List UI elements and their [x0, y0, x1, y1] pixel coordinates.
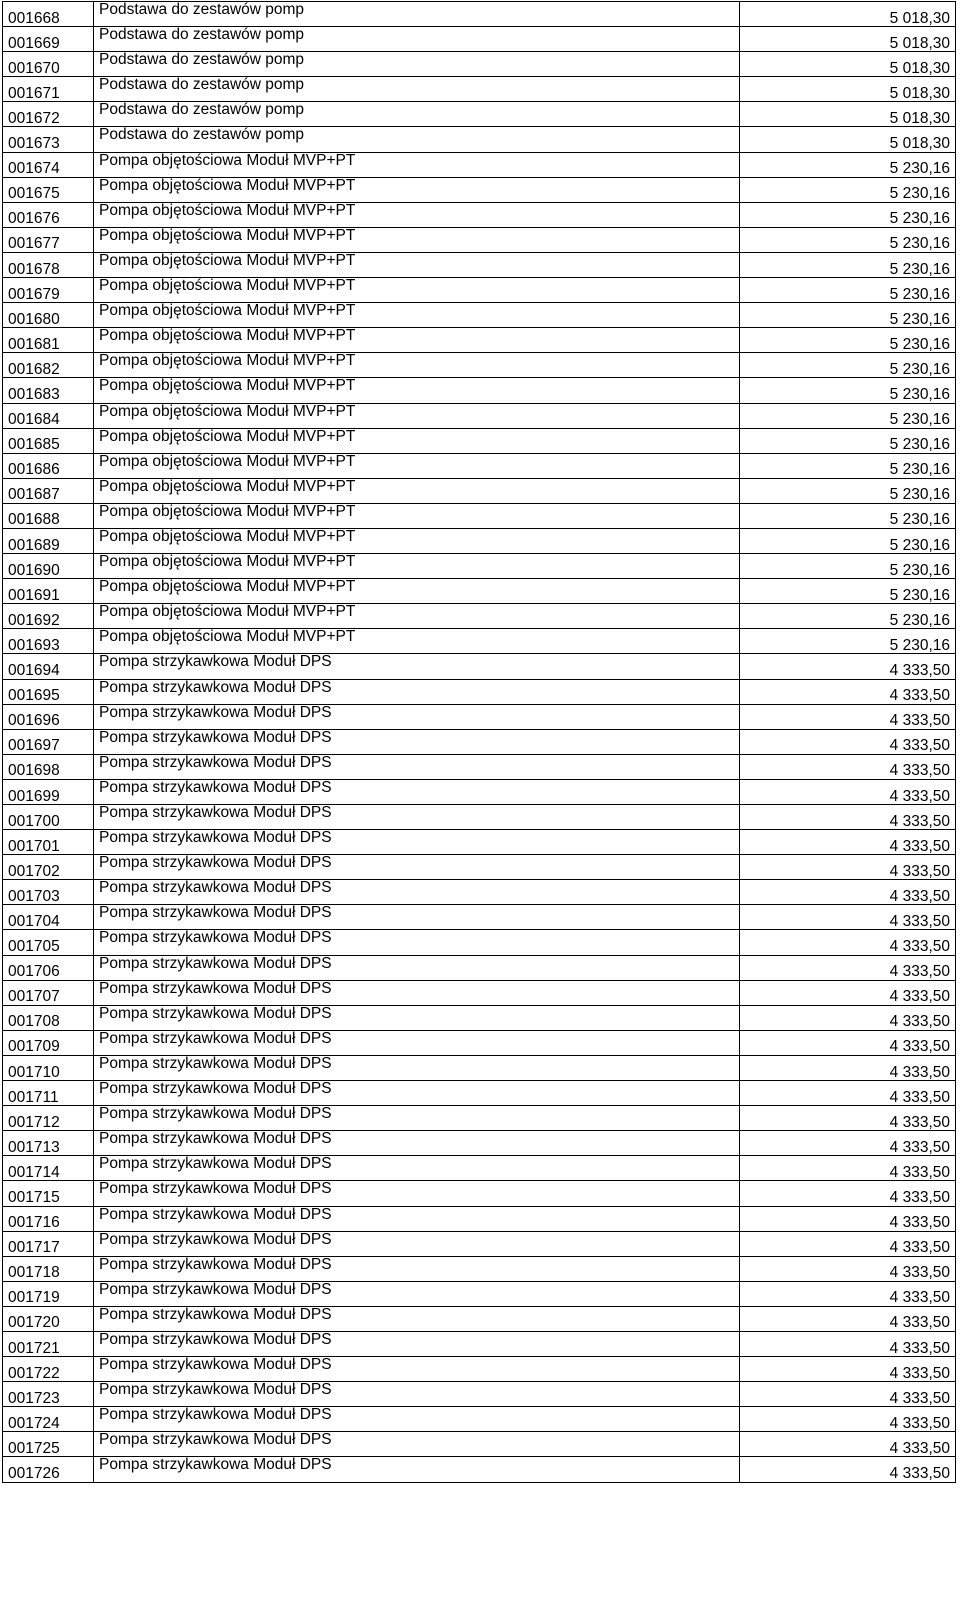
item-price-cell: 5 230,16	[740, 528, 956, 553]
item-price-cell: 4 333,50	[740, 1005, 956, 1030]
item-name-cell: Pompa objętościowa Moduł MVP+PT	[94, 453, 740, 478]
item-code-cell: 001690	[3, 554, 94, 579]
item-price-cell: 5 230,16	[740, 503, 956, 528]
item-price-cell: 5 230,16	[740, 177, 956, 202]
item-code-cell: 001678	[3, 252, 94, 277]
item-name-cell: Pompa strzykawkowa Moduł DPS	[94, 930, 740, 955]
item-price-cell: 5 230,16	[740, 403, 956, 428]
item-code-cell: 001691	[3, 579, 94, 604]
item-price-cell: 5 230,16	[740, 303, 956, 328]
item-name-cell: Pompa objętościowa Moduł MVP+PT	[94, 579, 740, 604]
item-price-cell: 5 230,16	[740, 604, 956, 629]
table-row	[3, 1357, 956, 1382]
table-row	[3, 604, 956, 629]
item-name-cell: Pompa strzykawkowa Moduł DPS	[94, 880, 740, 905]
item-price-cell: 5 018,30	[740, 52, 956, 77]
item-code-cell: 001686	[3, 453, 94, 478]
table-row	[3, 1181, 956, 1206]
item-code-cell: 001719	[3, 1281, 94, 1306]
item-name-cell: Pompa strzykawkowa Moduł DPS	[94, 1081, 740, 1106]
item-name-cell: Pompa objętościowa Moduł MVP+PT	[94, 554, 740, 579]
table-row	[3, 654, 956, 679]
item-code-cell: 001698	[3, 754, 94, 779]
table-row	[3, 779, 956, 804]
item-code-cell: 001707	[3, 980, 94, 1005]
table-row	[3, 1256, 956, 1281]
item-code-cell: 001711	[3, 1081, 94, 1106]
item-price-cell: 4 333,50	[740, 805, 956, 830]
item-price-cell: 5 018,30	[740, 77, 956, 102]
item-code-cell: 001687	[3, 478, 94, 503]
item-name-cell: Pompa objętościowa Moduł MVP+PT	[94, 428, 740, 453]
item-price-cell: 4 333,50	[740, 704, 956, 729]
table-row	[3, 478, 956, 503]
item-price-cell: 4 333,50	[740, 905, 956, 930]
table-row	[3, 1231, 956, 1256]
item-code-cell: 001724	[3, 1407, 94, 1432]
table-row	[3, 729, 956, 754]
item-price-cell: 4 333,50	[740, 1181, 956, 1206]
item-code-cell: 001712	[3, 1106, 94, 1131]
item-price-cell: 5 230,16	[740, 353, 956, 378]
item-code-cell: 001726	[3, 1457, 94, 1482]
item-name-cell: Pompa objętościowa Moduł MVP+PT	[94, 353, 740, 378]
table-row	[3, 1005, 956, 1030]
item-name-cell: Pompa strzykawkowa Moduł DPS	[94, 1055, 740, 1080]
item-price-cell: 4 333,50	[740, 679, 956, 704]
item-code-cell: 001722	[3, 1357, 94, 1382]
table-row	[3, 102, 956, 127]
item-price-cell: 5 230,16	[740, 554, 956, 579]
item-code-cell: 001672	[3, 102, 94, 127]
item-price-cell: 5 018,30	[740, 127, 956, 152]
item-code-cell: 001716	[3, 1206, 94, 1231]
table-row	[3, 1106, 956, 1131]
table-row	[3, 629, 956, 654]
item-name-cell: Pompa strzykawkowa Moduł DPS	[94, 1231, 740, 1256]
item-code-cell: 001677	[3, 227, 94, 252]
item-name-cell: Pompa strzykawkowa Moduł DPS	[94, 905, 740, 930]
item-name-cell: Pompa strzykawkowa Moduł DPS	[94, 1131, 740, 1156]
table-row	[3, 930, 956, 955]
item-price-cell: 4 333,50	[740, 1382, 956, 1407]
table-row	[3, 227, 956, 252]
item-name-cell: Pompa objętościowa Moduł MVP+PT	[94, 403, 740, 428]
table-row	[3, 855, 956, 880]
item-price-cell: 4 333,50	[740, 1407, 956, 1432]
item-code-cell: 001703	[3, 880, 94, 905]
item-price-cell: 5 230,16	[740, 453, 956, 478]
table-row	[3, 880, 956, 905]
item-name-cell: Pompa strzykawkowa Moduł DPS	[94, 955, 740, 980]
item-name-cell: Pompa objętościowa Moduł MVP+PT	[94, 152, 740, 177]
item-name-cell: Pompa strzykawkowa Moduł DPS	[94, 1106, 740, 1131]
item-code-cell: 001713	[3, 1131, 94, 1156]
item-name-cell: Pompa strzykawkowa Moduł DPS	[94, 855, 740, 880]
table-row	[3, 428, 956, 453]
item-code-cell: 001676	[3, 202, 94, 227]
table-row	[3, 679, 956, 704]
item-code-cell: 001675	[3, 177, 94, 202]
table-row	[3, 152, 956, 177]
item-name-cell: Pompa strzykawkowa Moduł DPS	[94, 1281, 740, 1306]
table-row	[3, 1432, 956, 1457]
item-name-cell: Pompa objętościowa Moduł MVP+PT	[94, 278, 740, 303]
item-name-cell: Pompa strzykawkowa Moduł DPS	[94, 654, 740, 679]
item-code-cell: 001679	[3, 278, 94, 303]
item-name-cell: Pompa strzykawkowa Moduł DPS	[94, 729, 740, 754]
item-price-cell: 4 333,50	[740, 980, 956, 1005]
item-code-cell: 001683	[3, 378, 94, 403]
item-price-cell: 4 333,50	[740, 779, 956, 804]
table-row	[3, 1382, 956, 1407]
table-row	[3, 1407, 956, 1432]
item-price-cell: 4 333,50	[740, 1231, 956, 1256]
item-code-cell: 001680	[3, 303, 94, 328]
item-price-cell: 5 230,16	[740, 579, 956, 604]
item-code-cell: 001674	[3, 152, 94, 177]
item-price-cell: 4 333,50	[740, 880, 956, 905]
item-code-cell: 001706	[3, 955, 94, 980]
item-name-cell: Podstawa do zestawów pomp	[94, 127, 740, 152]
table-row	[3, 1081, 956, 1106]
item-price-cell: 4 333,50	[740, 1457, 956, 1482]
item-price-cell: 5 230,16	[740, 202, 956, 227]
item-name-cell: Pompa strzykawkowa Moduł DPS	[94, 1432, 740, 1457]
table-row	[3, 202, 956, 227]
table-row	[3, 980, 956, 1005]
table-row	[3, 704, 956, 729]
item-price-cell: 4 333,50	[740, 1081, 956, 1106]
item-name-cell: Pompa strzykawkowa Moduł DPS	[94, 1357, 740, 1382]
table-row	[3, 2, 956, 27]
item-code-cell: 001717	[3, 1231, 94, 1256]
item-code-cell: 001668	[3, 2, 94, 27]
table-row	[3, 1055, 956, 1080]
item-name-cell: Pompa strzykawkowa Moduł DPS	[94, 1331, 740, 1356]
item-code-cell: 001692	[3, 604, 94, 629]
item-name-cell: Pompa strzykawkowa Moduł DPS	[94, 1382, 740, 1407]
item-code-cell: 001685	[3, 428, 94, 453]
item-price-cell: 5 230,16	[740, 227, 956, 252]
item-code-cell: 001670	[3, 52, 94, 77]
item-name-cell: Pompa strzykawkowa Moduł DPS	[94, 1181, 740, 1206]
item-price-cell: 4 333,50	[740, 1432, 956, 1457]
item-price-cell: 5 230,16	[740, 278, 956, 303]
item-name-cell: Podstawa do zestawów pomp	[94, 2, 740, 27]
item-price-cell: 5 018,30	[740, 102, 956, 127]
item-code-cell: 001715	[3, 1181, 94, 1206]
item-price-cell: 4 333,50	[740, 1055, 956, 1080]
table-row	[3, 453, 956, 478]
item-name-cell: Pompa strzykawkowa Moduł DPS	[94, 1256, 740, 1281]
item-code-cell: 001689	[3, 528, 94, 553]
table-row	[3, 955, 956, 980]
item-price-cell: 4 333,50	[740, 955, 956, 980]
table-row	[3, 1281, 956, 1306]
item-name-cell: Pompa objętościowa Moduł MVP+PT	[94, 478, 740, 503]
item-price-cell: 4 333,50	[740, 1256, 956, 1281]
item-price-cell: 4 333,50	[740, 1156, 956, 1181]
item-price-cell: 4 333,50	[740, 1030, 956, 1055]
item-code-cell: 001682	[3, 353, 94, 378]
item-code-cell: 001699	[3, 779, 94, 804]
item-price-cell: 4 333,50	[740, 930, 956, 955]
item-code-cell: 001681	[3, 328, 94, 353]
item-name-cell: Pompa strzykawkowa Moduł DPS	[94, 1306, 740, 1331]
item-name-cell: Pompa strzykawkowa Moduł DPS	[94, 779, 740, 804]
item-price-cell: 5 230,16	[740, 378, 956, 403]
item-price-cell: 5 230,16	[740, 629, 956, 654]
item-price-cell: 4 333,50	[740, 754, 956, 779]
table-row	[3, 554, 956, 579]
item-code-cell: 001725	[3, 1432, 94, 1457]
table-row	[3, 503, 956, 528]
item-name-cell: Pompa objętościowa Moduł MVP+PT	[94, 303, 740, 328]
item-code-cell: 001688	[3, 503, 94, 528]
item-code-cell: 001718	[3, 1256, 94, 1281]
item-name-cell: Pompa objętościowa Moduł MVP+PT	[94, 328, 740, 353]
item-code-cell: 001708	[3, 1005, 94, 1030]
item-code-cell: 001709	[3, 1030, 94, 1055]
table-row	[3, 579, 956, 604]
item-code-cell: 001697	[3, 729, 94, 754]
table-row	[3, 77, 956, 102]
table-row	[3, 177, 956, 202]
item-name-cell: Pompa strzykawkowa Moduł DPS	[94, 805, 740, 830]
item-name-cell: Pompa objętościowa Moduł MVP+PT	[94, 629, 740, 654]
item-code-cell: 001714	[3, 1156, 94, 1181]
item-name-cell: Pompa strzykawkowa Moduł DPS	[94, 830, 740, 855]
table-row	[3, 1131, 956, 1156]
item-name-cell: Pompa objętościowa Moduł MVP+PT	[94, 177, 740, 202]
table-row	[3, 127, 956, 152]
item-code-cell: 001684	[3, 403, 94, 428]
table-row	[3, 403, 956, 428]
table-row	[3, 378, 956, 403]
item-name-cell: Pompa strzykawkowa Moduł DPS	[94, 754, 740, 779]
item-price-cell: 4 333,50	[740, 830, 956, 855]
item-code-cell: 001723	[3, 1382, 94, 1407]
item-code-cell: 001705	[3, 930, 94, 955]
table-row	[3, 1030, 956, 1055]
item-price-cell: 4 333,50	[740, 729, 956, 754]
item-price-cell: 4 333,50	[740, 855, 956, 880]
item-code-cell: 001720	[3, 1306, 94, 1331]
item-price-cell: 4 333,50	[740, 1106, 956, 1131]
item-code-cell: 001673	[3, 127, 94, 152]
item-name-cell: Pompa strzykawkowa Moduł DPS	[94, 1407, 740, 1432]
item-name-cell: Pompa objętościowa Moduł MVP+PT	[94, 528, 740, 553]
item-code-cell: 001710	[3, 1055, 94, 1080]
table-row	[3, 1331, 956, 1356]
item-name-cell: Pompa strzykawkowa Moduł DPS	[94, 1457, 740, 1482]
table-row	[3, 1156, 956, 1181]
item-price-cell: 4 333,50	[740, 1206, 956, 1231]
item-code-cell: 001704	[3, 905, 94, 930]
price-table-body	[3, 2, 956, 1483]
item-code-cell: 001700	[3, 805, 94, 830]
item-name-cell: Pompa strzykawkowa Moduł DPS	[94, 679, 740, 704]
item-name-cell: Pompa objętościowa Moduł MVP+PT	[94, 227, 740, 252]
table-row	[3, 278, 956, 303]
table-row	[3, 905, 956, 930]
table-row	[3, 1206, 956, 1231]
item-code-cell: 001669	[3, 27, 94, 52]
item-code-cell: 001696	[3, 704, 94, 729]
item-code-cell: 001701	[3, 830, 94, 855]
item-price-cell: 4 333,50	[740, 1331, 956, 1356]
table-row	[3, 328, 956, 353]
item-code-cell: 001695	[3, 679, 94, 704]
item-name-cell: Pompa strzykawkowa Moduł DPS	[94, 1005, 740, 1030]
item-name-cell: Pompa strzykawkowa Moduł DPS	[94, 1156, 740, 1181]
item-code-cell: 001671	[3, 77, 94, 102]
price-table	[2, 1, 956, 1483]
item-name-cell: Podstawa do zestawów pomp	[94, 52, 740, 77]
item-price-cell: 5 018,30	[740, 27, 956, 52]
item-name-cell: Pompa objętościowa Moduł MVP+PT	[94, 202, 740, 227]
item-price-cell: 5 230,16	[740, 328, 956, 353]
item-price-cell: 4 333,50	[740, 1357, 956, 1382]
item-code-cell: 001694	[3, 654, 94, 679]
table-row	[3, 353, 956, 378]
item-price-cell: 5 230,16	[740, 478, 956, 503]
table-row	[3, 303, 956, 328]
item-price-cell: 4 333,50	[740, 1131, 956, 1156]
table-row	[3, 830, 956, 855]
item-name-cell: Podstawa do zestawów pomp	[94, 77, 740, 102]
table-row	[3, 528, 956, 553]
item-name-cell: Pompa strzykawkowa Moduł DPS	[94, 1030, 740, 1055]
table-row	[3, 1457, 956, 1482]
item-name-cell: Pompa strzykawkowa Moduł DPS	[94, 980, 740, 1005]
item-name-cell: Pompa objętościowa Moduł MVP+PT	[94, 604, 740, 629]
table-row	[3, 252, 956, 277]
item-name-cell: Pompa objętościowa Moduł MVP+PT	[94, 252, 740, 277]
item-name-cell: Podstawa do zestawów pomp	[94, 102, 740, 127]
table-row	[3, 1306, 956, 1331]
item-code-cell: 001702	[3, 855, 94, 880]
item-price-cell: 5 230,16	[740, 428, 956, 453]
table-row	[3, 754, 956, 779]
item-name-cell: Pompa objętościowa Moduł MVP+PT	[94, 503, 740, 528]
item-price-cell: 4 333,50	[740, 654, 956, 679]
table-row	[3, 27, 956, 52]
item-code-cell: 001693	[3, 629, 94, 654]
item-name-cell: Pompa strzykawkowa Moduł DPS	[94, 704, 740, 729]
item-price-cell: 4 333,50	[740, 1281, 956, 1306]
item-code-cell: 001721	[3, 1331, 94, 1356]
item-name-cell: Pompa strzykawkowa Moduł DPS	[94, 1206, 740, 1231]
item-name-cell: Podstawa do zestawów pomp	[94, 27, 740, 52]
item-name-cell: Pompa objętościowa Moduł MVP+PT	[94, 378, 740, 403]
item-price-cell: 4 333,50	[740, 1306, 956, 1331]
item-price-cell: 5 018,30	[740, 2, 956, 27]
table-row	[3, 805, 956, 830]
table-row	[3, 52, 956, 77]
item-price-cell: 5 230,16	[740, 252, 956, 277]
item-price-cell: 5 230,16	[740, 152, 956, 177]
